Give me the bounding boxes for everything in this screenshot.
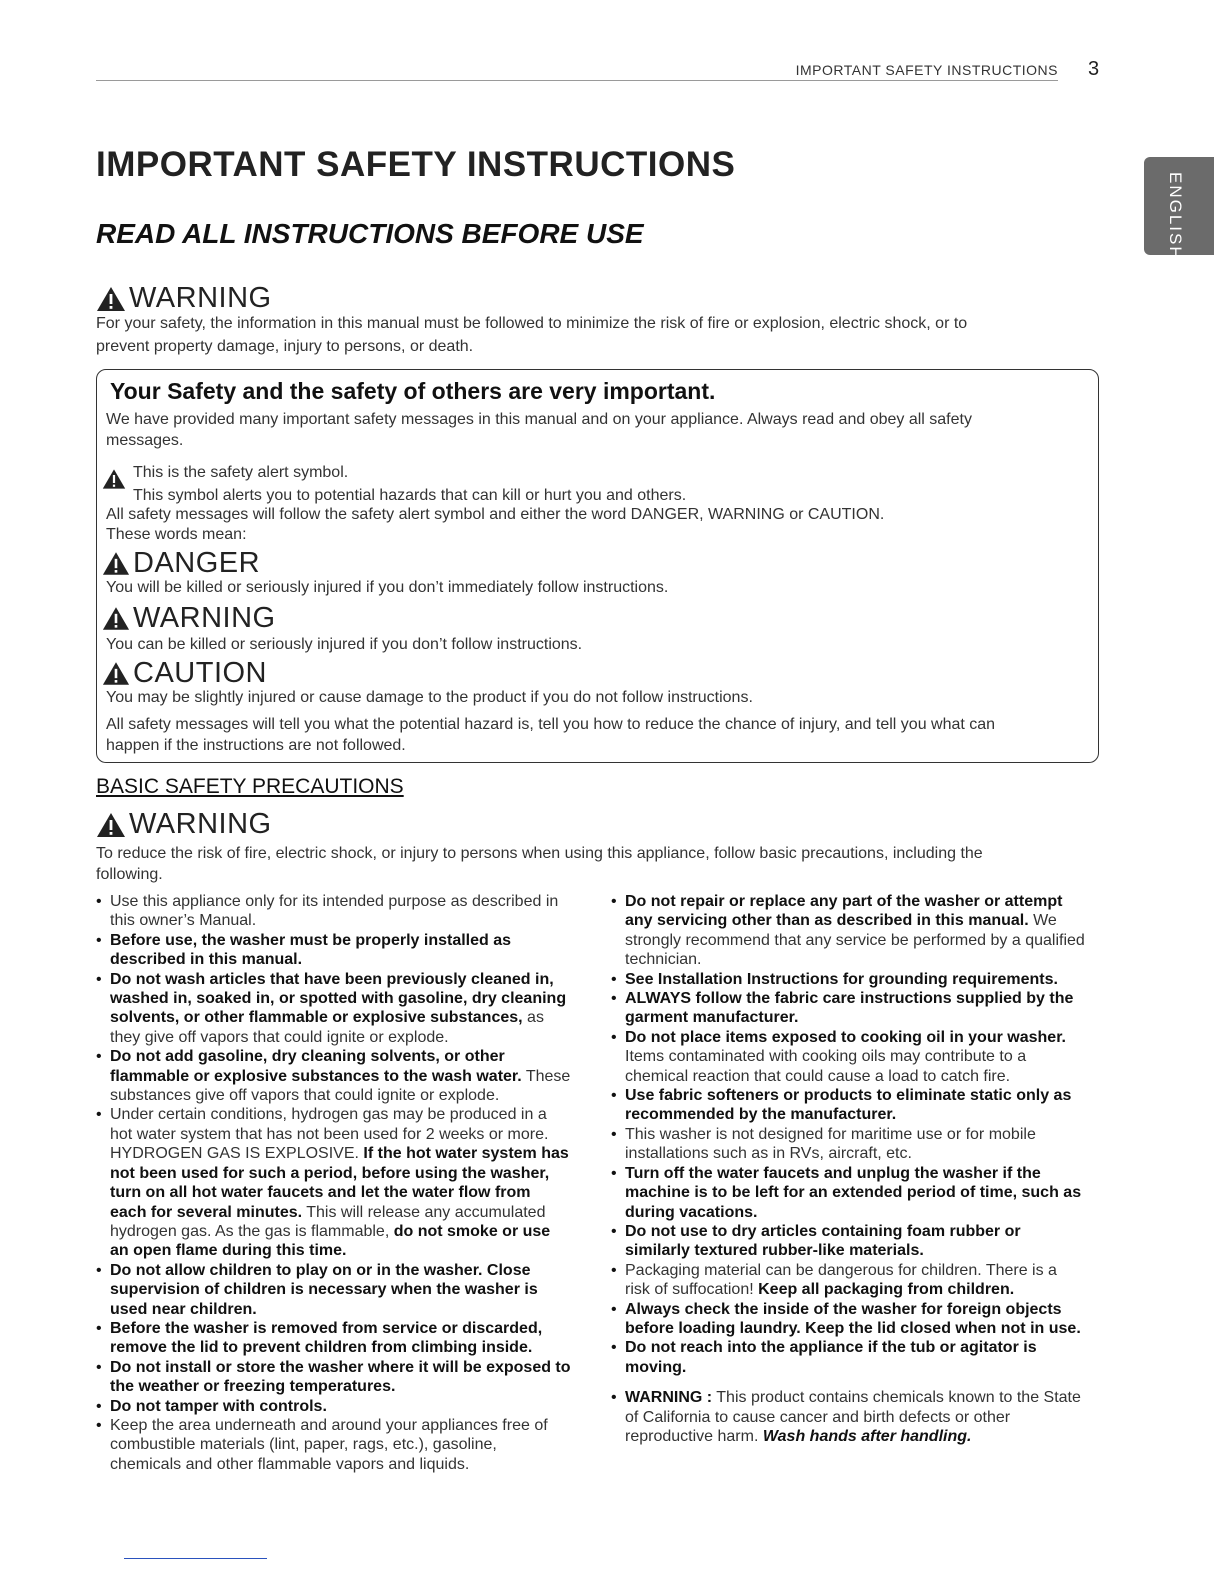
language-tab (1144, 157, 1214, 261)
language-tab-label: ENGLISH (1166, 172, 1185, 261)
list-item: • Do not add gasoline, dry cleaning solvents, or other flammable or explosive substances to the wash water. These substances give off vapors that could ignite or explode. (96, 1047, 571, 1105)
warning-label: WARNING (129, 282, 272, 314)
list-item: • See Installation Instructions for grounding requirements. (611, 970, 1086, 989)
basic-intro-line2: following. (96, 866, 163, 883)
list-item: • Use fabric softeners or products to eliminate static only as recommended by the manufacturer. (611, 1086, 1086, 1125)
safety-closing-line2: happen if the instructions are not followed. (106, 737, 406, 754)
caution-text: You may be slightly injured or cause damage to the product if you do not follow instructions. (106, 689, 753, 706)
running-header: IMPORTANT SAFETY INSTRUCTIONS (795, 62, 1058, 78)
list-item: • ALWAYS follow the fabric care instructions supplied by the garment manufacturer. (611, 989, 1086, 1028)
caution-triangle-icon (102, 661, 130, 686)
warning-intro-line1: For your safety, the information in this manual must be followed to minimize the risk of fire or explosion, electric shock, or to (96, 315, 968, 332)
page-number: 3 (1088, 58, 1100, 80)
list-item: • Do not use to dry articles containing foam rubber or similarly textured rubber-like materials. (611, 1222, 1086, 1261)
list-item: • Use this appliance only for its intended purpose as described in this owner’s Manual. (96, 892, 571, 931)
list-item: • Always check the inside of the washer for foreign objects before loading laundry. Keep the lid closed when not in use. (611, 1300, 1086, 1339)
header-rule (96, 80, 1058, 81)
safety-closing-line1: All safety messages will tell you what the potential hazard is, tell you how to reduce the chance of injury, and tell you what can (106, 716, 996, 733)
safety-alert-symbol-icon (102, 468, 126, 490)
basic-warning-label: WARNING (129, 808, 272, 840)
list-item: • Do not wash articles that have been previously cleaned in, washed in, soaked in, or spotted with gasoline, dry cleaning solvents, or other flammable or explosive substances, as they give off vapors that could ignite or explode. (96, 970, 571, 1048)
safety-box-title: Your Safety and the safety of others are very important. (110, 378, 716, 404)
danger-triangle-icon (102, 551, 130, 576)
box-warning-signal (102, 602, 276, 635)
safety-follow-line2: These words mean: (106, 526, 247, 543)
basic-warning-signal (96, 808, 272, 841)
list-item: • Do not tamper with controls. (96, 1397, 571, 1416)
list-item: • Do not reach into the appliance if the tub or agitator is moving. (611, 1338, 1086, 1377)
safety-follow-line1: All safety messages will follow the safety alert symbol and either the word DANGER, WARNING or CAUTION. (106, 506, 885, 523)
caution-label: CAUTION (133, 657, 267, 689)
danger-signal (102, 547, 260, 580)
list-item: • Turn off the water faucets and unplug the washer if the machine is to be left for an extended period of time, such as during vacations. (611, 1164, 1086, 1222)
list-item: • Do not allow children to play on or in the washer. Close supervision of children is necessary when the washer is used near children. (96, 1261, 571, 1319)
basic-precautions-heading: BASIC SAFETY PRECAUTIONS (96, 775, 404, 798)
list-item: • Under certain conditions, hydrogen gas may be produced in a hot water system that has not been used for 2 weeks or more. HYDROGEN GAS IS EXPLOSIVE. If the hot water system has not been used for such a period, before using the washer, turn on all hot water faucets and let the water flow from each for several minutes. This will release any accumulated hydrogen gas. As the gas is flammable, do not smoke or use an open flame during this time. (96, 1105, 571, 1260)
prop65-warning: • WARNING : This product contains chemicals known to the State of California to cause cancer and birth defects or other reproductive harm. Wash hands after handling. (611, 1388, 1086, 1446)
list-item: • This washer is not designed for maritime use or for mobile installations such as in RVs, aircraft, etc. (611, 1125, 1086, 1164)
footer-rule (124, 1558, 267, 1559)
precautions-left-column (96, 892, 571, 1474)
list-item: • Packaging material can be dangerous for children. There is a risk of suffocation! Keep all packaging from children. (611, 1261, 1086, 1300)
danger-text: You will be killed or seriously injured if you don’t immediately follow instructions. (106, 579, 669, 596)
list-item: • Before the washer is removed from service or discarded, remove the lid to prevent children from climbing inside. (96, 1319, 571, 1358)
safety-symbol-line2: This symbol alerts you to potential hazards that can kill or hurt you and others. (133, 487, 687, 504)
list-item: • Keep the area underneath and around your appliances free of combustible materials (lint, paper, rags, etc.), gasoline, chemicals and other flammable vapors and liquids. (96, 1416, 571, 1474)
safety-box-intro-line2: messages. (106, 432, 184, 449)
warning-triangle-icon (96, 812, 126, 838)
list-item: • Do not repair or replace any part of the washer or attempt any servicing other than as described in this manual. We strongly recommend that any service be performed by a qualified technician. (611, 892, 1086, 970)
list-item: • Do not install or store the washer where it will be exposed to the weather or freezing temperatures. (96, 1358, 571, 1397)
list-item: • Before use, the washer must be properly installed as described in this manual. (96, 931, 571, 970)
list-item: • Do not place items exposed to cooking oil in your washer. Items contaminated with cooking oils may contribute to a chemical reaction that could cause a load to catch fire. (611, 1028, 1086, 1086)
page-subtitle: READ ALL INSTRUCTIONS BEFORE USE (96, 218, 644, 249)
box-warning-text: You can be killed or seriously injured if you don’t follow instructions. (106, 636, 583, 653)
danger-label: DANGER (133, 547, 261, 579)
box-warning-label: WARNING (133, 602, 276, 634)
warning-signal (96, 282, 272, 315)
precautions-right-column (611, 892, 1086, 1446)
page-title: IMPORTANT SAFETY INSTRUCTIONS (96, 145, 736, 184)
warning-triangle-icon (96, 286, 126, 312)
safety-box-intro-line1: We have provided many important safety messages in this manual and on your appliance. Always read and obey all safety (106, 411, 972, 428)
warning-intro-line2: prevent property damage, injury to persons, or death. (96, 338, 474, 355)
warning-triangle-icon (102, 606, 130, 631)
basic-intro-line1: To reduce the risk of fire, electric shock, or injury to persons when using this appliance, follow basic precautions, including the (96, 845, 983, 862)
safety-symbol-line1: This is the safety alert symbol. (133, 464, 349, 481)
caution-signal (102, 657, 267, 690)
